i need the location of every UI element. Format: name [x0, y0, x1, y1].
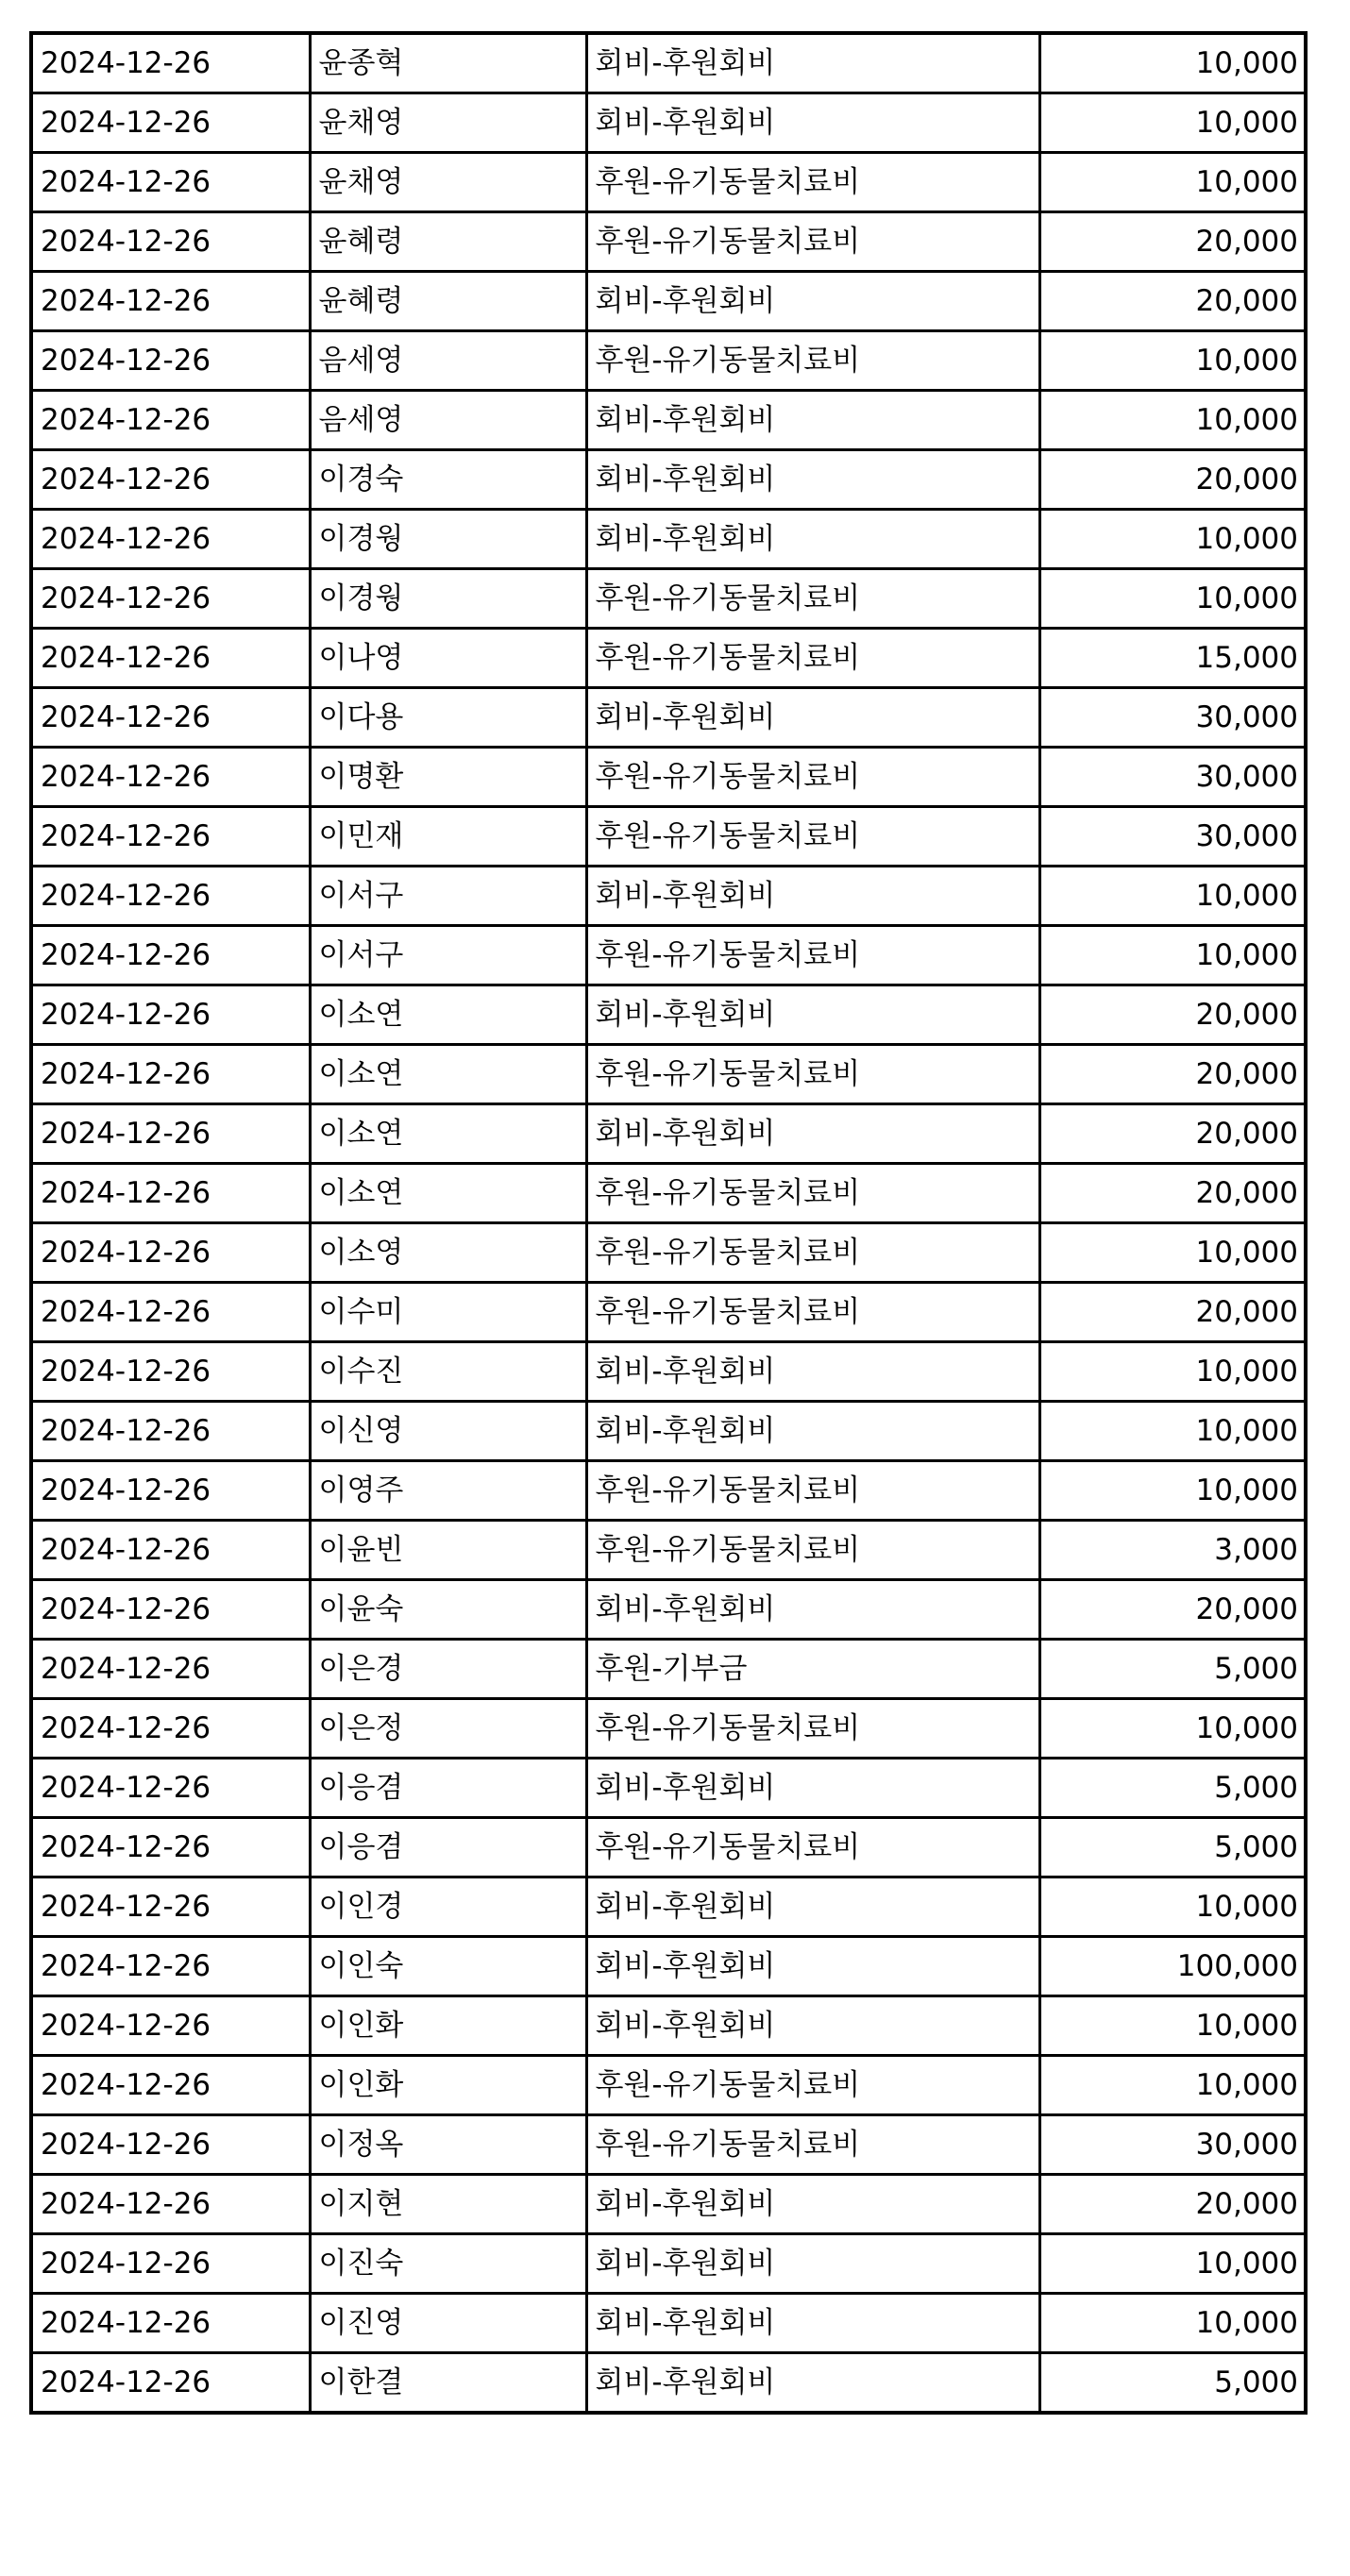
donor-name-cell: 윤종혁: [310, 33, 586, 93]
date-cell: 2024-12-26: [31, 1877, 310, 1937]
table-row: [31, 569, 1306, 629]
category-cell: 회비-후원회비: [586, 391, 1039, 450]
donor-name-cell: 이진영: [310, 2294, 586, 2353]
date-cell: 2024-12-26: [31, 1461, 310, 1521]
donor-name-cell: 이응겸: [310, 1818, 586, 1877]
table-row: [31, 331, 1306, 391]
category-cell: 회비-후원회비: [586, 1342, 1039, 1402]
donor-name-cell: 이윤빈: [310, 1521, 586, 1580]
date-cell: 2024-12-26: [31, 1937, 310, 1996]
donor-name-cell: 이은경: [310, 1640, 586, 1699]
date-cell: 2024-12-26: [31, 1818, 310, 1877]
donor-name-cell: 음세영: [310, 331, 586, 391]
amount-cell: 10,000: [1039, 569, 1306, 629]
table-row: [31, 1104, 1306, 1164]
donor-name-cell: 이경웡: [310, 510, 586, 569]
category-cell: 회비-후원회비: [586, 450, 1039, 510]
date-cell: 2024-12-26: [31, 1283, 310, 1342]
category-cell: 후원-유기동물치료비: [586, 1699, 1039, 1759]
date-cell: 2024-12-26: [31, 1996, 310, 2056]
amount-cell: 10,000: [1039, 2056, 1306, 2115]
donor-name-cell: 이지현: [310, 2175, 586, 2234]
date-cell: 2024-12-26: [31, 629, 310, 688]
table-row: [31, 867, 1306, 926]
amount-cell: 20,000: [1039, 1283, 1306, 1342]
table-row: [31, 212, 1306, 272]
category-cell: 회비-후원회비: [586, 1580, 1039, 1640]
amount-cell: 10,000: [1039, 1402, 1306, 1461]
table-row: [31, 33, 1306, 93]
category-cell: 후원-기부금: [586, 1640, 1039, 1699]
amount-cell: 30,000: [1039, 748, 1306, 807]
donor-name-cell: 이인화: [310, 2056, 586, 2115]
category-cell: 후원-유기동물치료비: [586, 1164, 1039, 1223]
date-cell: 2024-12-26: [31, 1759, 310, 1818]
date-cell: 2024-12-26: [31, 391, 310, 450]
donor-name-cell: 이다용: [310, 688, 586, 748]
table-row: [31, 1283, 1306, 1342]
table-row: [31, 2056, 1306, 2115]
date-cell: 2024-12-26: [31, 867, 310, 926]
donor-name-cell: 이서구: [310, 926, 586, 985]
donor-name-cell: 이한결: [310, 2353, 586, 2414]
date-cell: 2024-12-26: [31, 926, 310, 985]
date-cell: 2024-12-26: [31, 1164, 310, 1223]
date-cell: 2024-12-26: [31, 2175, 310, 2234]
amount-cell: 20,000: [1039, 2175, 1306, 2234]
date-cell: 2024-12-26: [31, 450, 310, 510]
date-cell: 2024-12-26: [31, 2115, 310, 2175]
amount-cell: 15,000: [1039, 629, 1306, 688]
amount-cell: 20,000: [1039, 1580, 1306, 1640]
amount-cell: 10,000: [1039, 1461, 1306, 1521]
donor-name-cell: 이명환: [310, 748, 586, 807]
amount-cell: 100,000: [1039, 1937, 1306, 1996]
category-cell: 후원-유기동물치료비: [586, 212, 1039, 272]
table-row: [31, 807, 1306, 867]
date-cell: 2024-12-26: [31, 2056, 310, 2115]
table-row: [31, 688, 1306, 748]
table-row: [31, 1699, 1306, 1759]
table-row: [31, 926, 1306, 985]
donor-name-cell: 이민재: [310, 807, 586, 867]
date-cell: 2024-12-26: [31, 1223, 310, 1283]
table-row: [31, 1461, 1306, 1521]
date-cell: 2024-12-26: [31, 510, 310, 569]
table-row: [31, 2175, 1306, 2234]
table-row: [31, 2115, 1306, 2175]
date-cell: 2024-12-26: [31, 33, 310, 93]
donor-name-cell: 이서구: [310, 867, 586, 926]
category-cell: 회비-후원회비: [586, 1402, 1039, 1461]
category-cell: 회비-후원회비: [586, 2294, 1039, 2353]
date-cell: 2024-12-26: [31, 1640, 310, 1699]
amount-cell: 5,000: [1039, 2353, 1306, 2414]
donor-name-cell: 이영주: [310, 1461, 586, 1521]
table-row: [31, 1521, 1306, 1580]
category-cell: 회비-후원회비: [586, 688, 1039, 748]
category-cell: 후원-유기동물치료비: [586, 629, 1039, 688]
category-cell: 회비-후원회비: [586, 272, 1039, 331]
table-row: [31, 272, 1306, 331]
date-cell: 2024-12-26: [31, 1521, 310, 1580]
amount-cell: 10,000: [1039, 1342, 1306, 1402]
amount-cell: 20,000: [1039, 272, 1306, 331]
category-cell: 회비-후원회비: [586, 985, 1039, 1045]
date-cell: 2024-12-26: [31, 1699, 310, 1759]
table-row: [31, 450, 1306, 510]
category-cell: 후원-유기동물치료비: [586, 1223, 1039, 1283]
table-row: [31, 1342, 1306, 1402]
table-row: [31, 1223, 1306, 1283]
donation-ledger-table: [29, 31, 1308, 2415]
date-cell: 2024-12-26: [31, 1104, 310, 1164]
table-row: [31, 1818, 1306, 1877]
date-cell: 2024-12-26: [31, 688, 310, 748]
ledger-body: [31, 33, 1306, 2413]
date-cell: 2024-12-26: [31, 331, 310, 391]
amount-cell: 5,000: [1039, 1640, 1306, 1699]
donor-name-cell: 이소연: [310, 1104, 586, 1164]
category-cell: 후원-유기동물치료비: [586, 748, 1039, 807]
amount-cell: 30,000: [1039, 688, 1306, 748]
donor-name-cell: 이경숙: [310, 450, 586, 510]
table-row: [31, 1164, 1306, 1223]
table-row: [31, 1640, 1306, 1699]
amount-cell: 10,000: [1039, 33, 1306, 93]
date-cell: 2024-12-26: [31, 1580, 310, 1640]
category-cell: 후원-유기동물치료비: [586, 2115, 1039, 2175]
table-row: [31, 2294, 1306, 2353]
table-row: [31, 1759, 1306, 1818]
amount-cell: 20,000: [1039, 1045, 1306, 1104]
amount-cell: 10,000: [1039, 1699, 1306, 1759]
table-row: [31, 510, 1306, 569]
table-row: [31, 985, 1306, 1045]
category-cell: 후원-유기동물치료비: [586, 1818, 1039, 1877]
category-cell: 회비-후원회비: [586, 2353, 1039, 2414]
table-row: [31, 2234, 1306, 2294]
date-cell: 2024-12-26: [31, 1045, 310, 1104]
donor-name-cell: 이경웡: [310, 569, 586, 629]
amount-cell: 20,000: [1039, 1164, 1306, 1223]
donor-name-cell: 이신영: [310, 1402, 586, 1461]
table-row: [31, 2353, 1306, 2414]
date-cell: 2024-12-26: [31, 985, 310, 1045]
amount-cell: 10,000: [1039, 2294, 1306, 2353]
amount-cell: 10,000: [1039, 867, 1306, 926]
amount-cell: 10,000: [1039, 1877, 1306, 1937]
table-row: [31, 391, 1306, 450]
amount-cell: 10,000: [1039, 93, 1306, 153]
category-cell: 후원-유기동물치료비: [586, 569, 1039, 629]
category-cell: 후원-유기동물치료비: [586, 1045, 1039, 1104]
category-cell: 회비-후원회비: [586, 1877, 1039, 1937]
amount-cell: 30,000: [1039, 2115, 1306, 2175]
date-cell: 2024-12-26: [31, 212, 310, 272]
category-cell: 회비-후원회비: [586, 93, 1039, 153]
donor-name-cell: 이수진: [310, 1342, 586, 1402]
donor-name-cell: 이윤숙: [310, 1580, 586, 1640]
category-cell: 회비-후원회비: [586, 2175, 1039, 2234]
date-cell: 2024-12-26: [31, 272, 310, 331]
category-cell: 후원-유기동물치료비: [586, 1461, 1039, 1521]
amount-cell: 10,000: [1039, 153, 1306, 212]
category-cell: 후원-유기동물치료비: [586, 153, 1039, 212]
donor-name-cell: 이인화: [310, 1996, 586, 2056]
amount-cell: 20,000: [1039, 985, 1306, 1045]
amount-cell: 3,000: [1039, 1521, 1306, 1580]
donor-name-cell: 윤채영: [310, 93, 586, 153]
date-cell: 2024-12-26: [31, 93, 310, 153]
category-cell: 회비-후원회비: [586, 867, 1039, 926]
amount-cell: 20,000: [1039, 450, 1306, 510]
donor-name-cell: 이나영: [310, 629, 586, 688]
table-row: [31, 93, 1306, 153]
amount-cell: 10,000: [1039, 2234, 1306, 2294]
amount-cell: 30,000: [1039, 807, 1306, 867]
amount-cell: 5,000: [1039, 1818, 1306, 1877]
table-row: [31, 1402, 1306, 1461]
category-cell: 후원-유기동물치료비: [586, 1521, 1039, 1580]
category-cell: 후원-유기동물치료비: [586, 331, 1039, 391]
amount-cell: 10,000: [1039, 926, 1306, 985]
donor-name-cell: 이소영: [310, 1223, 586, 1283]
table-row: [31, 1996, 1306, 2056]
table-row: [31, 1877, 1306, 1937]
date-cell: 2024-12-26: [31, 2353, 310, 2414]
amount-cell: 10,000: [1039, 331, 1306, 391]
date-cell: 2024-12-26: [31, 748, 310, 807]
amount-cell: 20,000: [1039, 212, 1306, 272]
donor-name-cell: 이정옥: [310, 2115, 586, 2175]
category-cell: 회비-후원회비: [586, 1996, 1039, 2056]
table-row: [31, 629, 1306, 688]
donor-name-cell: 이수미: [310, 1283, 586, 1342]
amount-cell: 10,000: [1039, 510, 1306, 569]
table-row: [31, 1045, 1306, 1104]
category-cell: 후원-유기동물치료비: [586, 2056, 1039, 2115]
date-cell: 2024-12-26: [31, 569, 310, 629]
category-cell: 후원-유기동물치료비: [586, 926, 1039, 985]
table-row: [31, 153, 1306, 212]
donor-name-cell: 윤혜령: [310, 212, 586, 272]
date-cell: 2024-12-26: [31, 2234, 310, 2294]
amount-cell: 5,000: [1039, 1759, 1306, 1818]
amount-cell: 10,000: [1039, 1996, 1306, 2056]
category-cell: 회비-후원회비: [586, 2234, 1039, 2294]
donor-name-cell: 이소연: [310, 1045, 586, 1104]
donor-name-cell: 이응겸: [310, 1759, 586, 1818]
donor-name-cell: 이소연: [310, 1164, 586, 1223]
date-cell: 2024-12-26: [31, 1342, 310, 1402]
donor-name-cell: 이인숙: [310, 1937, 586, 1996]
date-cell: 2024-12-26: [31, 2294, 310, 2353]
donor-name-cell: 이소연: [310, 985, 586, 1045]
amount-cell: 20,000: [1039, 1104, 1306, 1164]
category-cell: 회비-후원회비: [586, 1759, 1039, 1818]
category-cell: 후원-유기동물치료비: [586, 1283, 1039, 1342]
category-cell: 후원-유기동물치료비: [586, 807, 1039, 867]
donor-name-cell: 음세영: [310, 391, 586, 450]
table-row: [31, 748, 1306, 807]
category-cell: 회비-후원회비: [586, 33, 1039, 93]
donor-name-cell: 이은정: [310, 1699, 586, 1759]
category-cell: 회비-후원회비: [586, 1937, 1039, 1996]
category-cell: 회비-후원회비: [586, 510, 1039, 569]
donor-name-cell: 윤혜령: [310, 272, 586, 331]
date-cell: 2024-12-26: [31, 1402, 310, 1461]
donor-name-cell: 이진숙: [310, 2234, 586, 2294]
date-cell: 2024-12-26: [31, 807, 310, 867]
donor-name-cell: 이인경: [310, 1877, 586, 1937]
amount-cell: 10,000: [1039, 1223, 1306, 1283]
date-cell: 2024-12-26: [31, 153, 310, 212]
table-row: [31, 1937, 1306, 1996]
donor-name-cell: 윤채영: [310, 153, 586, 212]
category-cell: 회비-후원회비: [586, 1104, 1039, 1164]
table-row: [31, 1580, 1306, 1640]
amount-cell: 10,000: [1039, 391, 1306, 450]
